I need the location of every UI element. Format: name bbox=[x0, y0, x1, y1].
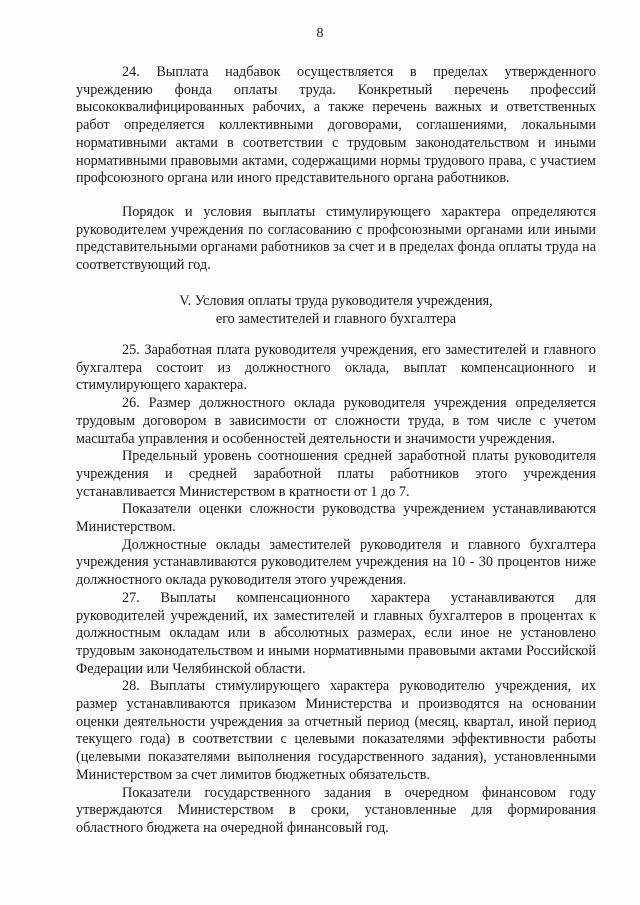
section-body bbox=[76, 342, 596, 838]
paragraph-state-task-indicators: Показатели государственного задания в очередном финансовом году утверждаются Министерством в сроки, установленные для формирования областного бюджета на очередной финансовый год. bbox=[76, 784, 596, 836]
paragraph-item-26: 26. Размер должностного оклада руководителя учреждения определяется трудовым договором в зависимости от сложности труда, в том числе с учетом масштаба управления и особенностей деятельности и значимости учреждения. bbox=[76, 395, 596, 447]
paragraph-complexity-indicators: Показатели оценки сложности руководства учреждением устанавливаются Министерством. bbox=[76, 501, 596, 536]
paragraph-item-27: 27. Выплаты компенсационного характера устанавливаются для руководителей учреждений, их заместителей и главных бухгалтеров в процентах к должностным окладам или в абсолютных размерах, если иное не установлено трудовым законодательством и иными нормативными правовыми актами Российской Федерации или Челябинской области. bbox=[76, 589, 596, 677]
page-number: 8 bbox=[316, 26, 324, 41]
paragraph-ratio-limit: Предельный уровень соотношения средней заработной платы руководителя учреждения и средней заработной платы работников этого учреждения устанавливается Министерством в кратности от 1 до 7. bbox=[76, 448, 596, 500]
section-heading-line-2: его заместителей и главного бухгалтера bbox=[215, 311, 457, 327]
paragraph-item-25: 25. Заработная плата руководителя учреждения, его заместителей и главного бухгалтера состоит из должностного оклада, выплат компенсационного и стимулирующего характера. bbox=[76, 342, 596, 394]
paragraph-item-24: 24. Выплата надбавок осуществляется в пределах утвержденного учреждению фонда оплаты труда. Конкретный перечень профессий высококвалифицированных рабочих, а также перечень важных и ответственных работ определяется коллективными договорами, соглашениями, локальными нормативными актами в соответствии с трудовым законодательством и иными нормативными правовыми актами, содержащими нормы трудового права, с участием профсоюзного органа или иного представительного органа работников. bbox=[76, 64, 596, 187]
paragraph-group-top-2 bbox=[76, 204, 596, 275]
paragraph-deputy-salaries: Должностные оклады заместителей руководителя и главного бухгалтера учреждения устанавливаются руководителем учреждения на 10 - 30 процентов ниже должностного оклада руководителя этого учреждения. bbox=[76, 536, 596, 589]
paragraph-incentive-procedure: Порядок и условия выплаты стимулирующего характера определяются руководителем учреждения по согласованию с профсоюзными органами или иными представительными органами работников за счет и в пределах фонда оплаты труда на соответствующий год. bbox=[76, 204, 596, 274]
paragraph-item-28: 28. Выплаты стимулирующего характера руководителю учреждения, их размер устанавливаются приказом Министерства и производятся на основании оценки деятельности учреждения за отчетный период (месяц, квартал, иной период текущего года) в соответствии с целевыми показателями эффективности работы (целевыми показателями выполнения государственного задания), установленными Министерством за счет лимитов бюджетных обязательств. bbox=[76, 678, 596, 783]
section-heading-line-1: V. Условия оплаты труда руководителя учреждения, bbox=[179, 293, 493, 309]
section-heading bbox=[76, 292, 596, 328]
paragraph-group-top bbox=[76, 64, 596, 188]
